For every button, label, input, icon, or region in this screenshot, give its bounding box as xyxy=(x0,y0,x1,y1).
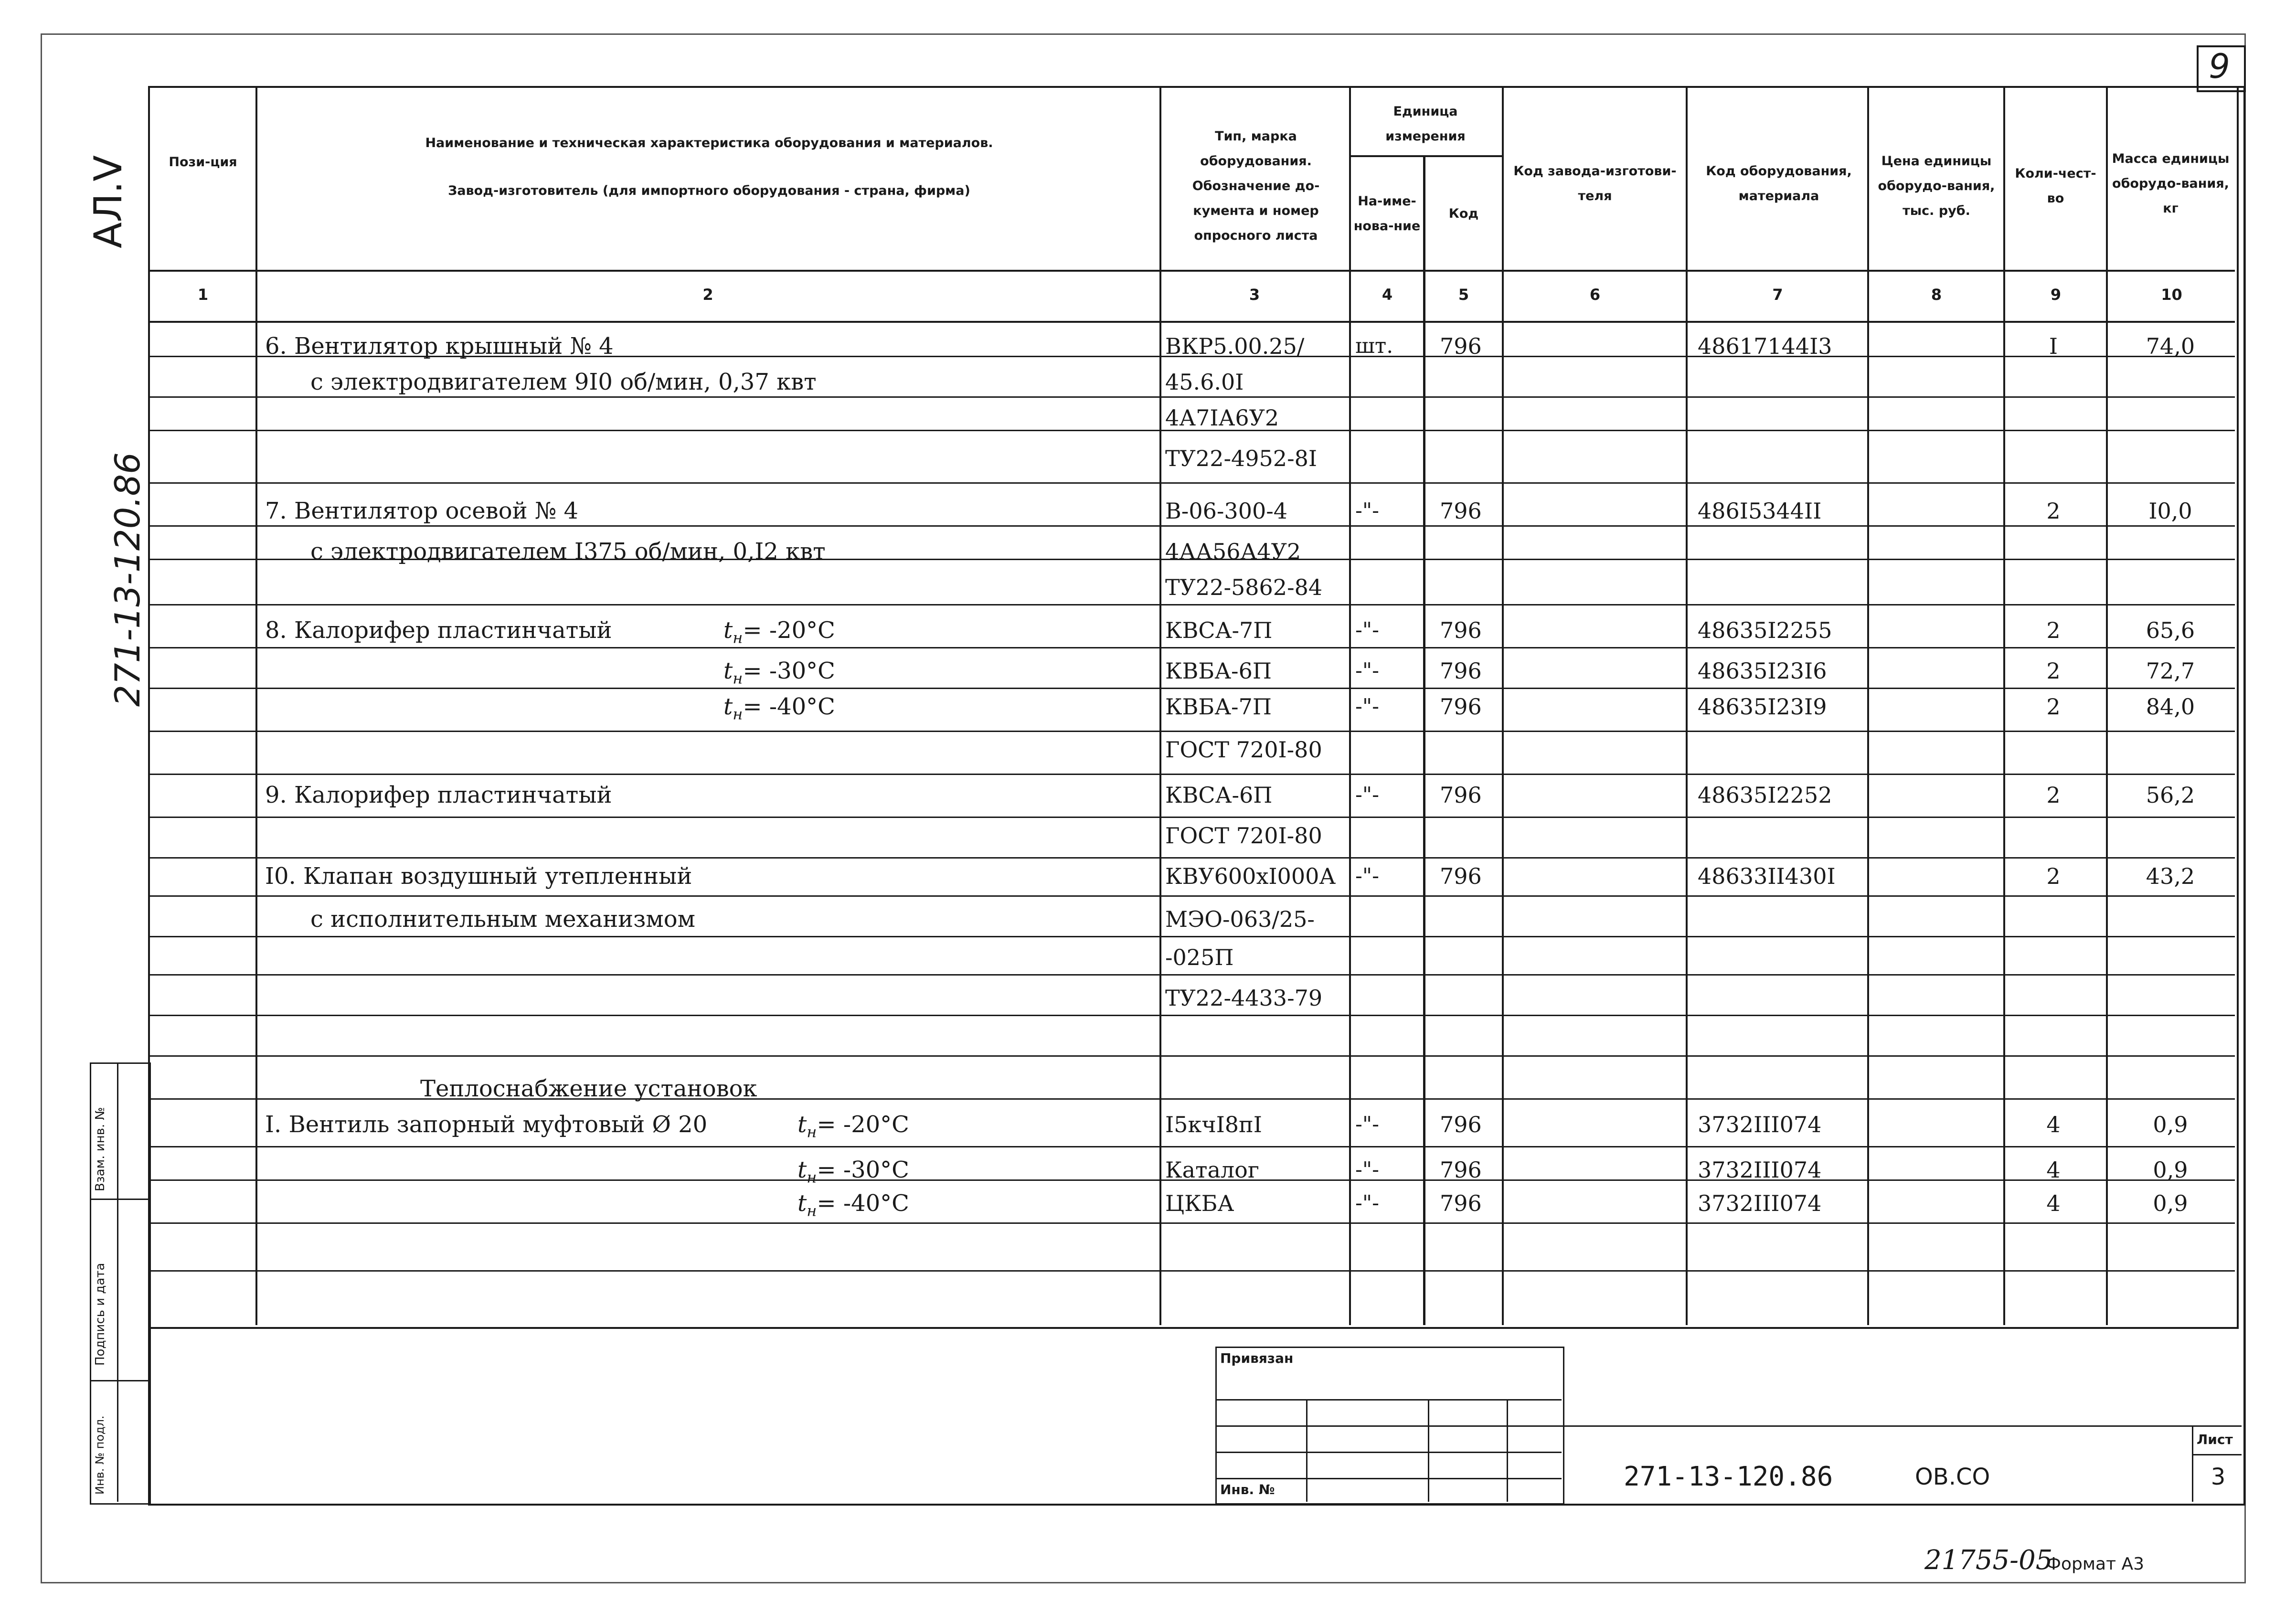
temperature-value: -20°С xyxy=(769,617,835,644)
unit-code: 796 xyxy=(1440,333,1482,359)
header-type: Тип, марка оборудования. Обозначение до-кумента и номер опросного листа xyxy=(1192,129,1320,243)
row-line xyxy=(148,688,2235,689)
quantity: 4 xyxy=(2046,1190,2061,1216)
row-line xyxy=(148,1270,2235,1272)
unit-code: 796 xyxy=(1440,1157,1482,1183)
col-line xyxy=(2106,86,2108,1325)
header-price: Цена единицы оборудо-вания, тыс. руб. xyxy=(1878,154,1995,218)
header-manufacturer: Завод-изготовитель (для импортного оборудования - страна, фирма) xyxy=(448,183,970,198)
header-unit-code: Код xyxy=(1448,206,1479,221)
temperature-value: -40°С xyxy=(843,1190,909,1217)
item-name: с исполнительным механизмом xyxy=(310,906,695,933)
item-name: Теплоснабжение установок xyxy=(420,1075,757,1102)
sheet-number: 3 xyxy=(2211,1464,2226,1490)
unit-mass: 0,9 xyxy=(2153,1112,2188,1137)
col-line xyxy=(1349,86,1351,1325)
col-number: 9 xyxy=(2050,286,2062,304)
unit-name: -"- xyxy=(1355,1112,1379,1136)
sheet-box xyxy=(2192,1425,2193,1502)
unit-name: -"- xyxy=(1355,1191,1379,1215)
quantity: 2 xyxy=(2046,617,2061,643)
bound-stamp-line xyxy=(1215,1399,1562,1401)
type-mark: В-06-300-4 xyxy=(1165,498,1288,524)
unit-code: 796 xyxy=(1440,498,1482,524)
type-mark: КВСА-6П xyxy=(1165,782,1273,808)
type-mark: 45.6.0I xyxy=(1165,369,1244,395)
unit-code: 796 xyxy=(1440,782,1482,808)
unit-name: -"- xyxy=(1355,618,1379,642)
unit-name: -"- xyxy=(1355,1157,1379,1182)
header-bottom-line xyxy=(148,270,2235,272)
format-stamp-number: 21755-05 xyxy=(1924,1545,2053,1576)
sheet-box xyxy=(2192,1454,2242,1455)
row-line xyxy=(148,1146,2235,1147)
col-number: 1 xyxy=(197,286,209,304)
row-line xyxy=(148,396,2235,398)
material-code: 3732III074 xyxy=(1698,1190,1822,1216)
temperature-label: $t_н= -30^\circ С$ xyxy=(797,1157,909,1187)
temperature-value: -40°С xyxy=(769,693,835,720)
unit-code: 796 xyxy=(1440,1112,1482,1137)
unit-code: 796 xyxy=(1440,694,1482,720)
type-mark: ГОСТ 720I-80 xyxy=(1165,737,1322,763)
column-number-line xyxy=(148,321,2235,323)
row-line xyxy=(148,817,2235,818)
type-mark: ТУ22-5862-84 xyxy=(1165,574,1323,600)
row-line xyxy=(148,974,2235,976)
row-line xyxy=(148,1222,2235,1224)
unit-code: 796 xyxy=(1440,1190,1482,1216)
bound-stamp-line xyxy=(1215,1452,1562,1453)
unit-mass: 56,2 xyxy=(2146,782,2195,808)
item-name: I. Вентиль запорный муфтовый Ø 20 xyxy=(265,1111,708,1138)
row-line xyxy=(148,774,2235,775)
col-number: 8 xyxy=(1931,286,1942,304)
row-line xyxy=(148,895,2235,897)
bound-stamp-line xyxy=(1215,1425,1562,1427)
item-name: с электродвигателем 9I0 об/мин, 0,37 квт xyxy=(310,369,817,395)
col-line xyxy=(1502,86,1504,1325)
type-mark: 4А7IА6У2 xyxy=(1165,405,1279,431)
side-document-code: 271-13-120.86 xyxy=(107,452,148,707)
row-line xyxy=(148,857,2235,859)
row-line xyxy=(148,647,2235,648)
row-line xyxy=(148,936,2235,937)
unit-name: -"- xyxy=(1355,658,1379,683)
type-mark: ВКР5.00.25/ xyxy=(1165,333,1305,359)
material-code: 3732III074 xyxy=(1698,1157,1822,1183)
sheet-label: Лист xyxy=(2197,1432,2233,1447)
header-quantity: Коли-чест-во xyxy=(2015,166,2096,206)
temperature-label: $t_н= -40^\circ С$ xyxy=(723,693,835,723)
col-number: 6 xyxy=(1589,286,1601,304)
quantity: 2 xyxy=(2046,694,2061,720)
temperature-label: $t_н= -20^\circ С$ xyxy=(723,617,835,647)
quantity: 2 xyxy=(2046,863,2061,889)
row-line xyxy=(148,1055,2235,1057)
unit-mass: 65,6 xyxy=(2146,617,2195,643)
unit-header-divider xyxy=(1349,155,1502,157)
document-number: 271-13-120.86 xyxy=(1624,1461,1833,1492)
unit-code: 796 xyxy=(1440,863,1482,889)
header-material-code: Код оборудования, материала xyxy=(1706,164,1852,203)
material-code: 486I5344II xyxy=(1698,498,1822,524)
temperature-value: -30°С xyxy=(769,658,835,684)
col-line xyxy=(1867,86,1869,1325)
col-line xyxy=(2003,86,2005,1325)
bound-stamp-line xyxy=(1306,1399,1307,1502)
type-mark: ЦКБА xyxy=(1165,1190,1234,1216)
item-name: 9. Калорифер пластинчатый xyxy=(265,782,612,808)
unit-mass: 43,2 xyxy=(2146,863,2195,889)
header-unit-name: На-име-нова-ние xyxy=(1353,193,1421,234)
material-code: 48635I23I9 xyxy=(1698,694,1827,720)
header-mass: Масса единицы оборудо-вания, кг xyxy=(2112,151,2230,216)
temperature-value: -30°С xyxy=(843,1157,909,1183)
unit-name: -"- xyxy=(1355,783,1379,807)
col-number: 3 xyxy=(1249,286,1260,304)
temperature-value: -20°С xyxy=(843,1111,909,1138)
header-position: Пози-ция xyxy=(169,155,237,170)
type-mark: ГОСТ 720I-80 xyxy=(1165,823,1322,849)
unit-code: 796 xyxy=(1440,617,1482,643)
unit-mass: 0,9 xyxy=(2153,1190,2188,1216)
side-stamp-divider xyxy=(90,1380,148,1381)
item-name: 6. Вентилятор крышный № 4 xyxy=(265,333,614,360)
row-line xyxy=(148,604,2235,605)
item-name: 8. Калорифер пластинчатый xyxy=(265,617,612,644)
type-mark: ТУ22-4433-79 xyxy=(1165,985,1323,1011)
unit-mass: I0,0 xyxy=(2148,498,2192,524)
type-mark: Каталог xyxy=(1165,1157,1259,1183)
temperature-label: $t_н= -20^\circ С$ xyxy=(797,1111,909,1141)
unit-mass: 72,7 xyxy=(2146,658,2195,684)
col-number: 10 xyxy=(2161,286,2182,304)
col-number: 7 xyxy=(1772,286,1783,304)
type-mark: I5кчI8пI xyxy=(1165,1112,1262,1137)
unit-code: 796 xyxy=(1440,658,1482,684)
row-line xyxy=(148,482,2235,484)
quantity: 2 xyxy=(2046,658,2061,684)
quantity: I xyxy=(2049,333,2058,359)
quantity: 2 xyxy=(2046,782,2061,808)
col-line xyxy=(1686,86,1688,1325)
quantity: 4 xyxy=(2046,1112,2061,1137)
col-line xyxy=(1159,86,1161,1325)
inventory-label: Инв. № xyxy=(1220,1482,1275,1497)
side-label-podpis: Подпись и дата xyxy=(93,1263,107,1366)
quantity: 4 xyxy=(2046,1157,2061,1183)
type-mark: ТУ22-4952-8I xyxy=(1165,446,1318,471)
col-number: 2 xyxy=(702,286,713,304)
side-stamp-divider xyxy=(90,1199,148,1200)
unit-name: -"- xyxy=(1355,499,1379,523)
col-number: 4 xyxy=(1382,286,1393,304)
item-name: с электродвигателем I375 об/мин, 0,I2 квт xyxy=(310,538,826,565)
unit-mass: 84,0 xyxy=(2146,694,2195,720)
bound-label: Привязан xyxy=(1220,1350,1294,1366)
temperature-label: $t_н= -40^\circ С$ xyxy=(797,1190,909,1220)
type-mark: КВБА-7П xyxy=(1165,694,1272,720)
col-line xyxy=(255,86,257,1325)
row-line xyxy=(148,525,2235,527)
item-name: I0. Клапан воздушный утепленный xyxy=(265,863,692,890)
type-mark: 4АА56А4У2 xyxy=(1165,539,1301,564)
header-unit: Единица измерения xyxy=(1385,104,1466,144)
col-line xyxy=(1423,155,1425,1325)
header-factory-code: Код завода-изготови-теля xyxy=(1513,164,1677,203)
bound-stamp-line xyxy=(1428,1399,1429,1502)
item-name: 7. Вентилятор осевой № 4 xyxy=(265,498,579,524)
side-label-vzam: Взам. инв. № xyxy=(93,1107,107,1191)
material-code: 48633II430I xyxy=(1698,863,1836,889)
row-line xyxy=(148,731,2235,732)
type-mark: МЭО-063/25- xyxy=(1165,906,1315,932)
header-name: Наименование и техническая характеристика оборудования и материалов. xyxy=(425,136,993,150)
unit-name: -"- xyxy=(1355,694,1379,719)
album-label: АЛ.V xyxy=(86,155,130,248)
type-mark: КВУ600хI000А xyxy=(1165,863,1336,889)
type-mark: -025П xyxy=(1165,945,1234,970)
bound-stamp-line xyxy=(1215,1478,1562,1479)
side-label-inv: Инв. № подл. xyxy=(93,1415,106,1495)
format-label: Формат А3 xyxy=(2046,1554,2145,1574)
material-code: 48617144I3 xyxy=(1698,333,1832,359)
unit-name: шт. xyxy=(1355,334,1393,358)
document-suffix: ОВ.СО xyxy=(1915,1464,1990,1490)
type-mark: КВБА-6П xyxy=(1165,658,1272,684)
row-line xyxy=(148,1015,2235,1016)
bound-stamp-line xyxy=(1507,1399,1508,1502)
side-stamp-divider xyxy=(117,1062,118,1502)
material-code: 48635I2255 xyxy=(1698,617,1832,643)
quantity: 2 xyxy=(2046,498,2061,524)
type-mark: КВСА-7П xyxy=(1165,617,1273,643)
unit-name: -"- xyxy=(1355,864,1379,888)
unit-mass: 0,9 xyxy=(2153,1157,2188,1183)
material-code: 48635I23I6 xyxy=(1698,658,1827,684)
page-number: 9 xyxy=(2209,47,2230,86)
title-block-line xyxy=(1562,1425,2242,1427)
material-code: 3732III074 xyxy=(1698,1112,1822,1137)
material-code: 48635I2252 xyxy=(1698,782,1832,808)
unit-mass: 74,0 xyxy=(2146,333,2195,359)
temperature-label: $t_н= -30^\circ С$ xyxy=(723,658,835,688)
col-number: 5 xyxy=(1458,286,1469,304)
